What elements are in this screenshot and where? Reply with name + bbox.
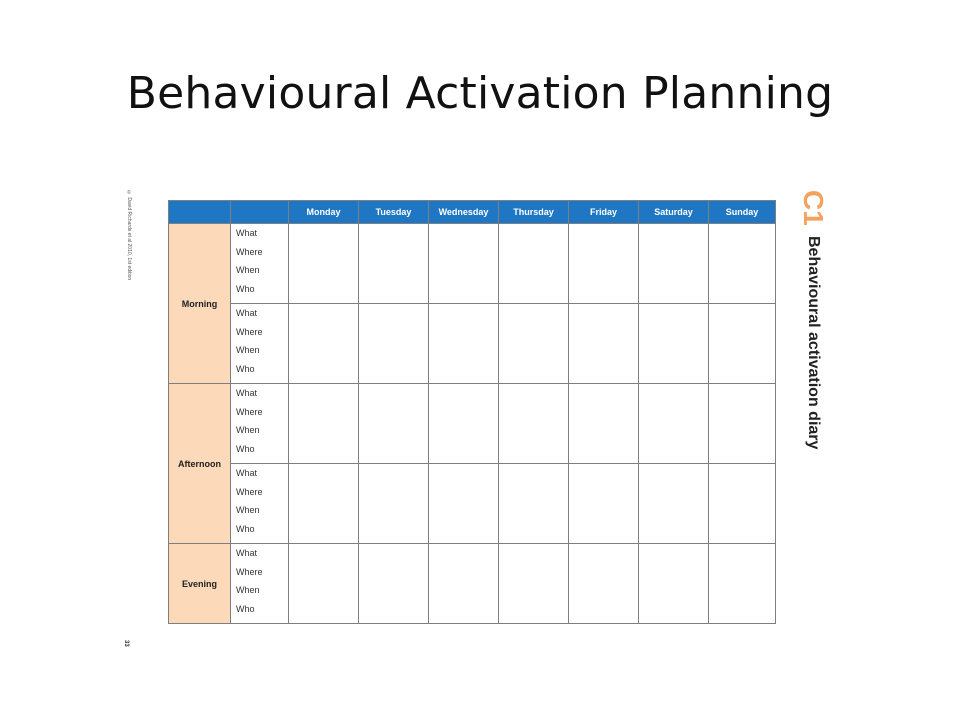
day-header-tuesday: Tuesday [359, 201, 429, 224]
entry-cell-monday[interactable] [289, 384, 359, 464]
period-label-morning: Morning [169, 224, 231, 384]
entry-cell-sunday[interactable] [709, 384, 776, 464]
entry-cell-monday[interactable] [289, 224, 359, 304]
prompt-who: Who [236, 283, 255, 294]
entry-cell-thursday[interactable] [499, 464, 569, 544]
prompt-list [231, 544, 289, 624]
prompt-when: When [236, 585, 260, 595]
activation-diary-table [168, 200, 776, 624]
diary-side-title [798, 190, 828, 470]
entry-cell-thursday[interactable] [499, 304, 569, 384]
prompt-what: What [236, 308, 258, 318]
entry-cell-sunday[interactable] [709, 544, 776, 624]
slide-title: Behavioural Activation Planning [126, 68, 834, 119]
entry-cell-sunday[interactable] [709, 304, 776, 384]
prompt-what: What [236, 228, 258, 238]
entry-cell-saturday[interactable] [639, 464, 709, 544]
entry-cell-monday[interactable] [289, 544, 359, 624]
prompt-when: When [236, 345, 260, 355]
prompt-list [231, 464, 289, 544]
entry-cell-friday[interactable] [569, 464, 639, 544]
prompt-what: What [236, 388, 258, 398]
prompt-where: Where [236, 246, 263, 257]
entry-cell-friday[interactable] [569, 544, 639, 624]
entry-cell-tuesday[interactable] [359, 544, 429, 624]
entry-cell-wednesday[interactable] [429, 544, 499, 624]
prompt-what: What [236, 468, 258, 478]
entry-cell-wednesday[interactable] [429, 384, 499, 464]
entry-cell-wednesday[interactable] [429, 304, 499, 384]
prompt-what: What [236, 548, 258, 558]
prompt-list [231, 304, 289, 384]
diary-code: C1 [798, 190, 829, 226]
entry-cell-thursday[interactable] [499, 224, 569, 304]
entry-cell-thursday[interactable] [499, 384, 569, 464]
entry-cell-sunday[interactable] [709, 464, 776, 544]
entry-cell-monday[interactable] [289, 304, 359, 384]
entry-cell-tuesday[interactable] [359, 224, 429, 304]
entry-cell-saturday[interactable] [639, 304, 709, 384]
table-row [169, 464, 776, 544]
prompt-who: Who [236, 523, 255, 534]
prompt-who: Who [236, 363, 255, 374]
day-header-thursday: Thursday [499, 201, 569, 224]
entry-cell-wednesday[interactable] [429, 464, 499, 544]
entry-cell-friday[interactable] [569, 384, 639, 464]
entry-cell-tuesday[interactable] [359, 464, 429, 544]
period-label-afternoon: Afternoon [169, 384, 231, 544]
copyright-note: © David Richards et al 2010, 1st edition [126, 190, 132, 281]
table-row [169, 384, 776, 464]
prompt-list [231, 384, 289, 464]
header-blank-prompt [231, 201, 289, 224]
day-header-monday: Monday [289, 201, 359, 224]
day-header-row [169, 201, 776, 224]
entry-cell-wednesday[interactable] [429, 224, 499, 304]
prompt-where: Where [236, 486, 263, 497]
entry-cell-friday[interactable] [569, 224, 639, 304]
table-row [169, 224, 776, 304]
entry-cell-tuesday[interactable] [359, 384, 429, 464]
prompt-when: When [236, 505, 260, 515]
day-header-friday: Friday [569, 201, 639, 224]
day-header-saturday: Saturday [639, 201, 709, 224]
period-label-evening: Evening [169, 544, 231, 624]
day-header-sunday: Sunday [709, 201, 776, 224]
header-blank-period [169, 201, 231, 224]
entry-cell-saturday[interactable] [639, 224, 709, 304]
entry-cell-sunday[interactable] [709, 224, 776, 304]
diary-label: Behavioural activation diary [805, 236, 822, 450]
page-number: 33 [123, 640, 129, 647]
prompt-where: Where [236, 326, 263, 337]
table-row [169, 304, 776, 384]
prompt-who: Who [236, 443, 255, 454]
entry-cell-tuesday[interactable] [359, 304, 429, 384]
day-header-wednesday: Wednesday [429, 201, 499, 224]
prompt-where: Where [236, 566, 263, 577]
prompt-when: When [236, 265, 260, 275]
entry-cell-friday[interactable] [569, 304, 639, 384]
table-row [169, 544, 776, 624]
prompt-where: Where [236, 406, 263, 417]
prompt-list [231, 224, 289, 304]
prompt-when: When [236, 425, 260, 435]
entry-cell-saturday[interactable] [639, 544, 709, 624]
entry-cell-monday[interactable] [289, 464, 359, 544]
prompt-who: Who [236, 603, 255, 614]
entry-cell-thursday[interactable] [499, 544, 569, 624]
entry-cell-saturday[interactable] [639, 384, 709, 464]
